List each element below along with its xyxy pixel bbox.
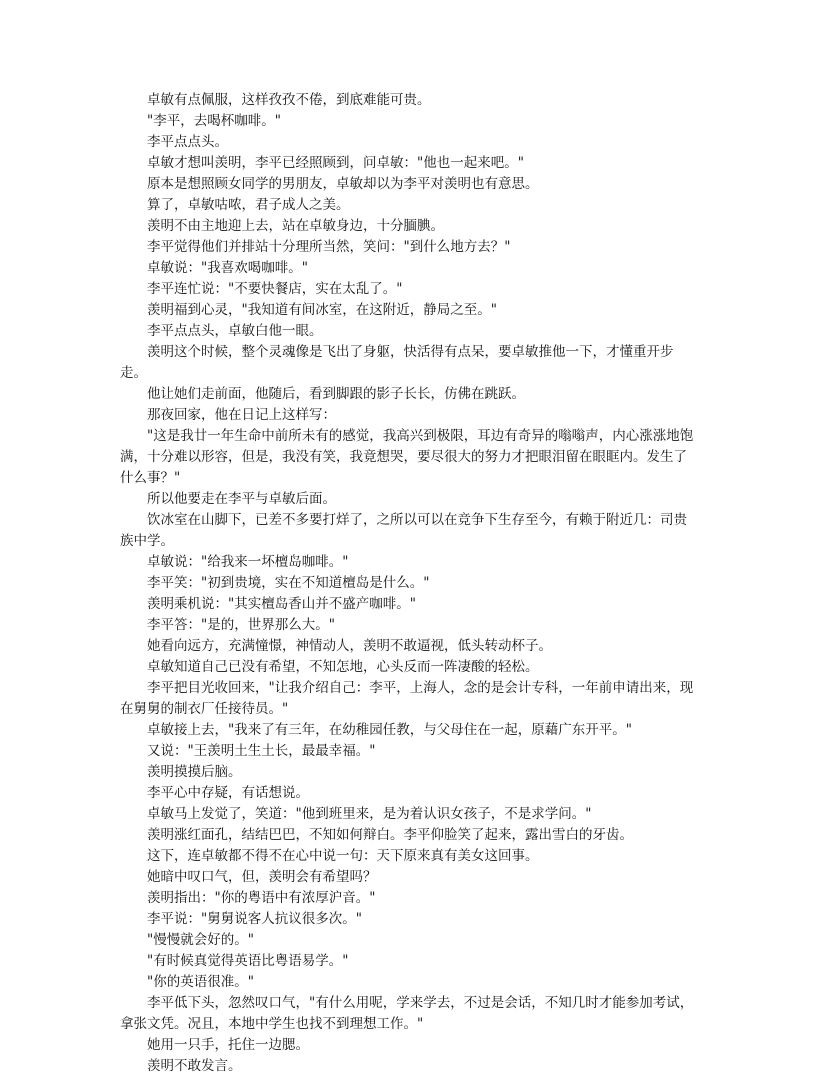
paragraph: 羡明不敢发言。 — [147, 1058, 242, 1074]
paragraph: 卓敏马上发觉了，笑道："他到班里来，是为着认识女孩子，不是求学问。" — [147, 806, 592, 822]
paragraph: 李平把目光收回来，"让我介绍自己：李平，上海人，念的是会计专科，一年前申请出来，现在舅舅的制衣厂任接待员。" — [120, 680, 694, 717]
paragraph: 卓敏才想叫羡明，李平已经照顾到，问卓敏："他也一起来吧。" — [147, 155, 524, 171]
paragraph: 羡明福到心灵，"我知道有间冰室，在这附近，静局之至。" — [147, 302, 497, 318]
paragraph: 这下，连卓敏都不得不在心中说一句：天下原来真有美女这回事。 — [147, 848, 539, 864]
paragraph: "慢慢就会好的。" — [147, 932, 254, 948]
paragraph: "有时候真觉得英语比粤语易学。" — [147, 953, 349, 969]
paragraph: 羡明不由主地迎上去，站在卓敏身边，十分腼腆。 — [147, 218, 444, 234]
paragraph: 她看向远方，充满憧憬，神情动人，羡明不敢逼视，低头转动杯子。 — [147, 638, 552, 654]
paragraph: "这是我廿一年生命中前所未有的感觉，我高兴到极限，耳边有奇异的嗡嗡声，内心涨涨地饱满，十分难以形容，但是，我没有笑，我竟想哭，要尽很大的努力才把眼泪留在眼眶内。发生了什么事？" — [120, 428, 694, 486]
paragraph: 卓敏说："给我来一坏檀岛咖啡。" — [147, 554, 349, 570]
paragraph: 卓敏说："我喜欢喝咖啡。" — [147, 260, 308, 276]
paragraph: 李平答："是的，世界那么大。" — [147, 617, 335, 633]
paragraph: 羡明涨红面孔，结结巴巴，不知如何辩白。李平仰脸笑了起来，露出雪白的牙齿。 — [147, 827, 633, 843]
paragraph: 李平说："舅舅说客人抗议很多次。" — [147, 911, 362, 927]
paragraph: 所以他要走在李平与卓敏后面。 — [147, 491, 336, 507]
paragraph: 卓敏接上去，"我来了有三年，在幼稚园任教，与父母住在一起，原藉广东开平。" — [147, 722, 632, 738]
paragraph: 原本是想照顾女同学的男朋友，卓敏却以为李平对羡明也有意思。 — [147, 176, 539, 192]
paragraph: 羡明指出："你的粤语中有浓厚沪音。" — [147, 890, 376, 906]
paragraph: 算了，卓敏咕哝，君子成人之美。 — [147, 197, 350, 213]
paragraph: 卓敏有点佩服，这样孜孜不倦，到底难能可贵。 — [147, 92, 431, 108]
paragraph: 李平心中存疑，有话想说。 — [147, 785, 309, 801]
paragraph: "你的英语很准。" — [147, 974, 254, 990]
paragraph: 李平笑："初到贵境，实在不知道檀岛是什么。" — [147, 575, 430, 591]
paragraph: 她暗中叹口气，但，羡明会有希望吗？ — [147, 869, 377, 885]
paragraph: 卓敏知道自己已没有希望，不知怎地，心头反而一阵凄酸的轻松。 — [147, 659, 539, 675]
paragraph: 羡明乘机说："其实檀岛香山并不盛产咖啡。" — [147, 596, 416, 612]
paragraph: 他让她们走前面，他随后，看到脚跟的影子长长，仿佛在跳跃。 — [147, 386, 525, 402]
paragraph: 饮冰室在山脚下，已差不多要打烊了，之所以可以在竞争下生存至今，有赖于附近几：司贵族中学。 — [120, 512, 687, 549]
paragraph: 羡明摸摸后脑。 — [147, 764, 242, 780]
document-page — [120, 90, 700, 1077]
paragraph: 李平低下头，忽然叹口气，"有什么用呢，学来学去，不过是会话，不知几时才能参加考试，拿张文凭。况且，本地中学生也找不到理想工作。" — [120, 995, 694, 1032]
paragraph: 李平觉得他们并排站十分理所当然，笑问："到什么地方去？" — [147, 239, 511, 255]
paragraph: 李平点点头，卓敏白他一眼。 — [147, 323, 323, 339]
paragraph: 羡明这个时候，整个灵魂像是飞出了身躯，快活得有点呆，要卓敏推他一下，才懂重开步走。 — [120, 344, 674, 381]
paragraph: 又说："王羡明土生土长，最最幸福。" — [147, 743, 376, 759]
paragraph: 李平点点头。 — [147, 134, 228, 150]
paragraph: 那夜回家，他在日记上这样写： — [147, 407, 336, 423]
paragraph: 李平连忙说："不要快餐店，实在太乱了。" — [147, 281, 403, 297]
paragraph: 她用一只手，托住一边腮。 — [147, 1037, 309, 1053]
paragraph: "李平，去喝杯咖啡。" — [147, 113, 281, 129]
